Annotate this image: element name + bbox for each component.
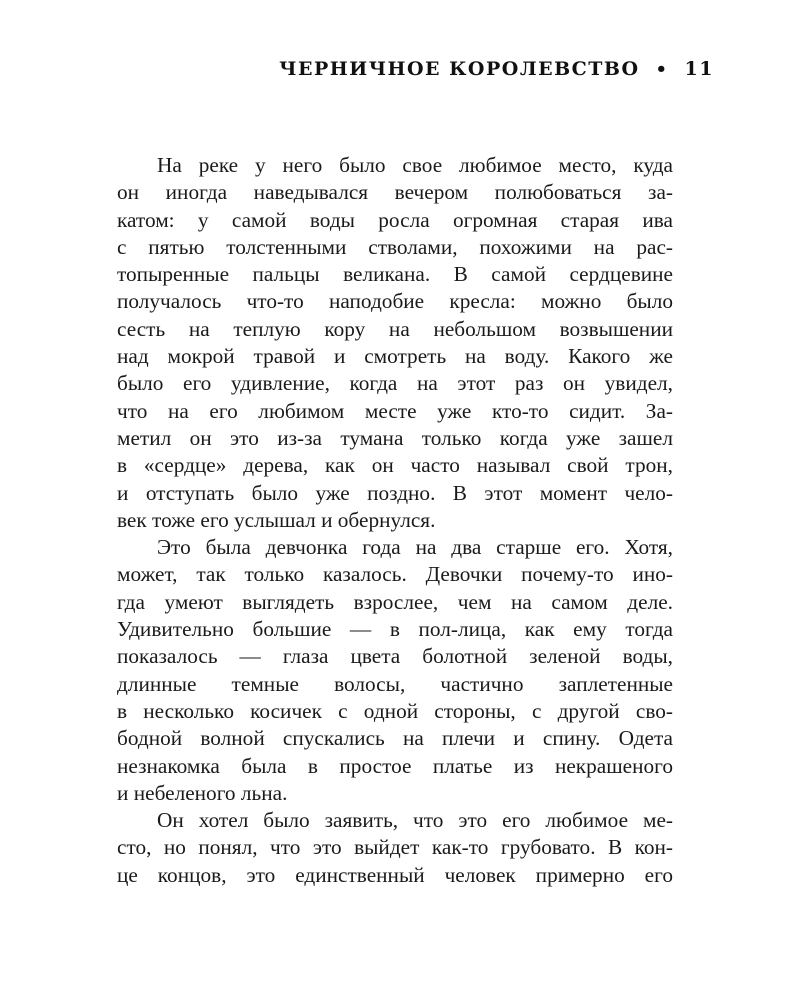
text-line: век тоже его услышал и обернулся.	[117, 507, 436, 532]
text-line: гда умеют выглядеть взрослее, чем на самом деле.	[117, 589, 673, 614]
text-line: Удивительно большие — в пол-лица, как ему тогда	[117, 617, 673, 642]
text-line: он иногда наведывался вечером полюбоваться за-	[117, 180, 673, 205]
text-line: длинные темные волосы, частично заплетенные	[117, 671, 673, 696]
paragraph	[117, 807, 673, 889]
header-separator: •	[655, 58, 669, 80]
text-line: в «сердце» дерева, как он часто называл свой трон,	[117, 453, 673, 478]
text-line: может, так только казалось. Девочки почему-то ино-	[117, 562, 673, 587]
text-line: и отступать было уже поздно. В этот момент чело-	[117, 480, 673, 505]
text-line: Это была девчонка года на два старше его. Хотя,	[157, 535, 673, 560]
text-line: было его удивление, когда на этот раз он увидел,	[117, 371, 673, 396]
text-line: над мокрой травой и смотреть на воду. Какого же	[117, 344, 673, 369]
running-header	[279, 58, 714, 80]
text-line: что на его любимом месте уже кто-то сидит. За-	[117, 398, 673, 423]
text-line: показалось — глаза цвета болотной зеленой воды,	[117, 644, 673, 669]
text-line: бодной волной спускались на плечи и спину. Одета	[117, 726, 673, 751]
text-line: с пятью толстенными стволами, похожими на рас-	[117, 234, 673, 259]
text-line: сесть на теплую кору на небольшом возвышении	[117, 316, 673, 341]
book-title: ЧЕРНИЧНОЕ КОРОЛЕВСТВО	[279, 58, 640, 80]
text-line: и небеленого льна.	[117, 780, 288, 805]
text-line: незнакомка была в простое платье из некрашеного	[117, 753, 673, 778]
text-line: сто, но понял, что это выйдет как-то грубовато. В кон-	[117, 835, 673, 860]
page-number: 11	[684, 58, 714, 80]
text-line: катом: у самой воды росла огромная старая ива	[117, 207, 673, 232]
text-line: в несколько косичек с одной стороны, с другой сво-	[117, 698, 673, 723]
body-text	[117, 152, 673, 889]
paragraph	[117, 534, 673, 807]
text-line: Он хотел было заявить, что это его любимое ме-	[157, 808, 673, 833]
text-line: получалось что-то наподобие кресла: можно было	[117, 289, 673, 314]
text-line: топыренные пальцы великана. В самой сердцевине	[117, 262, 673, 287]
text-line: метил он это из-за тумана только когда уже зашел	[117, 425, 673, 450]
text-line: На реке у него было свое любимое место, куда	[157, 153, 673, 177]
text-line: це концов, это единственный человек примерно его	[117, 862, 673, 887]
paragraph	[117, 152, 673, 534]
